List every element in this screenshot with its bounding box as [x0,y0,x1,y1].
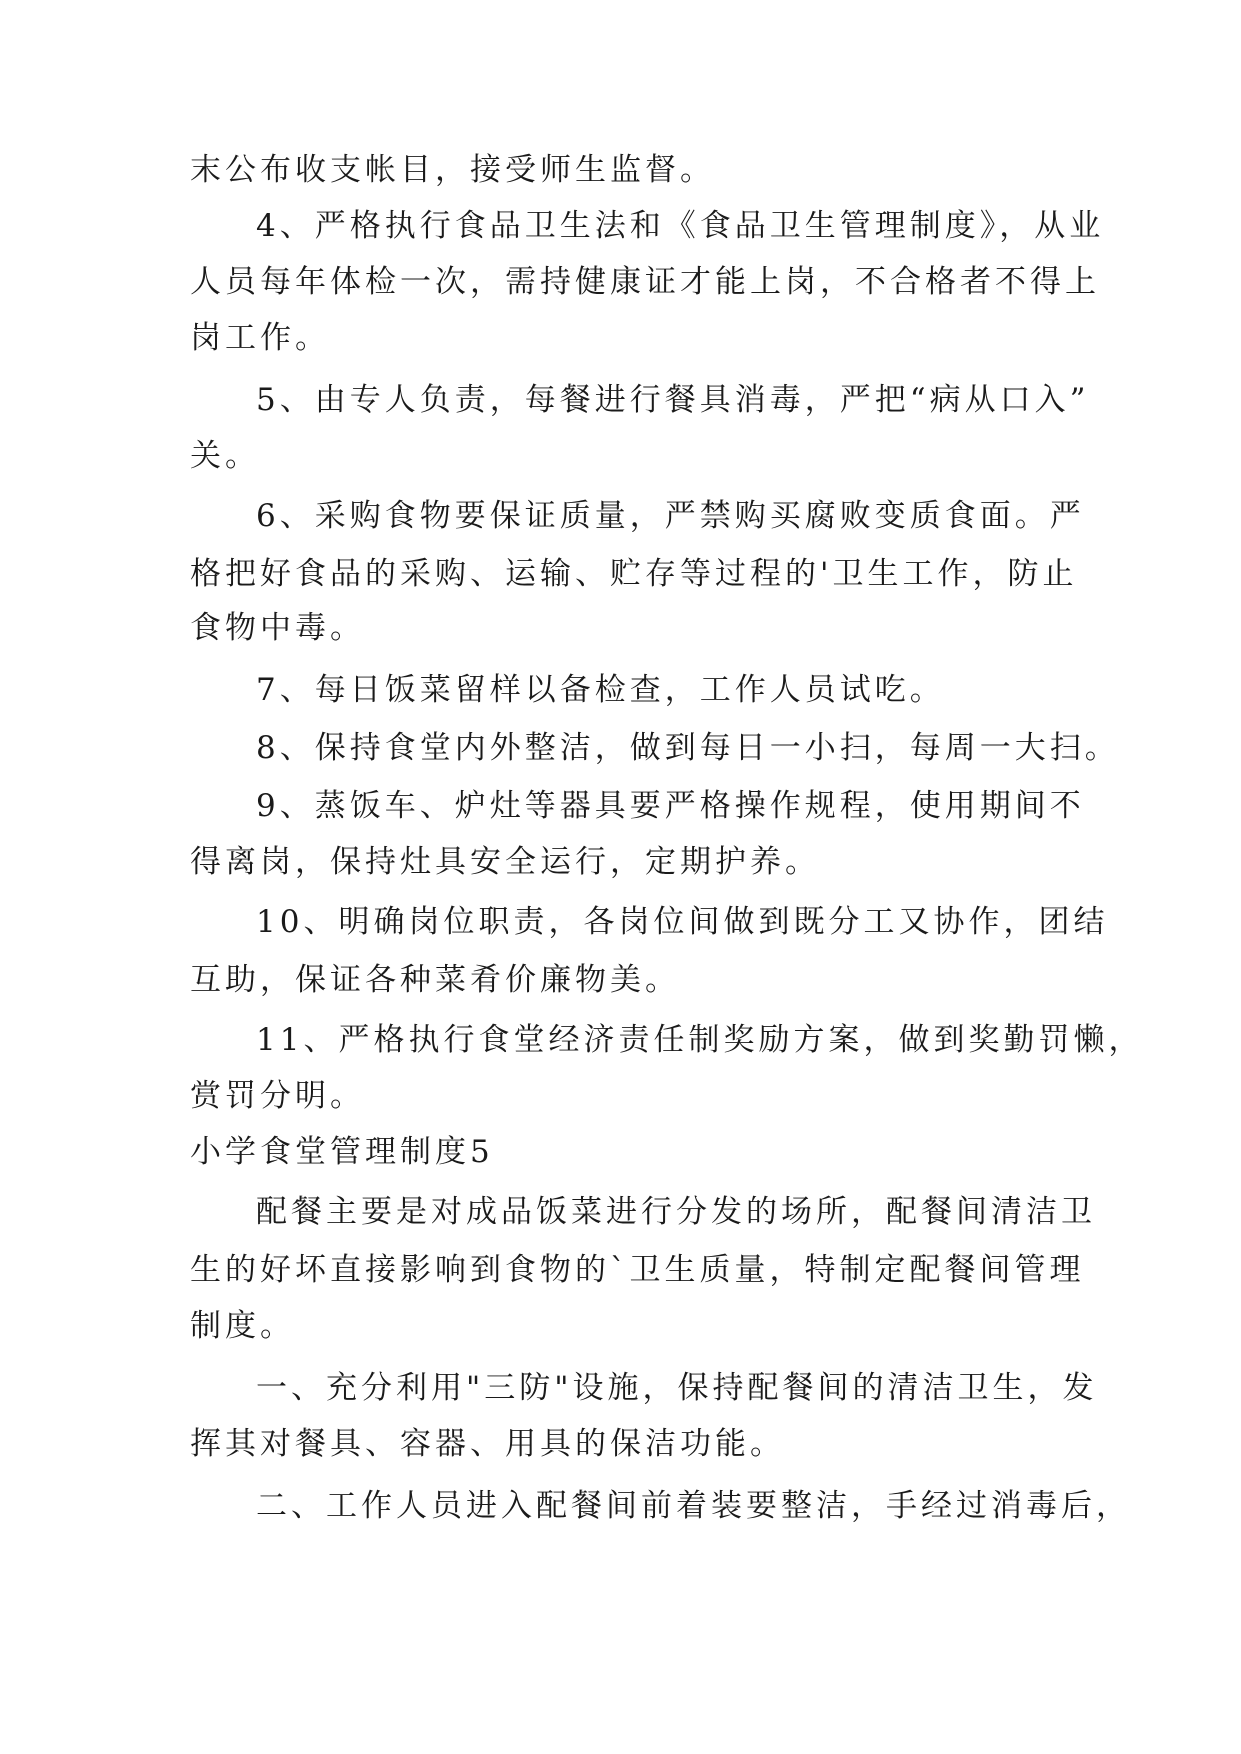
text-line: 5、由专人负责，每餐进行餐具消毒，严把“病从口入” [256,382,1090,418]
text-line: 人员每年体检一次，需持健康证才能上岗，不合格者不得上 [190,264,1100,300]
text-line: 一、充分利用"三防"设施，保持配餐间的清洁卫生，发 [256,1370,1098,1406]
text-line: 生的好坏直接影响到食物的`卫生质量，特制定配餐间管理 [190,1252,1085,1288]
text-line: 格把好食品的采购、运输、贮存等过程的'卫生工作，防止 [190,556,1078,592]
text-line: 制度。 [190,1308,295,1344]
text-line: 二、工作人员进入配餐间前着装要整洁，手经过消毒后， [256,1488,1131,1524]
text-line: 4、严格执行食品卫生法和《食品卫生管理制度》，从业 [256,208,1105,244]
text-line: 赏罚分明。 [190,1078,365,1114]
text-line: 食物中毒。 [190,610,365,646]
text-line: 7、每日饭菜留样以备检查，工作人员试吃。 [256,672,945,708]
section-heading: 小学食堂管理制度5 [190,1134,494,1170]
text-line: 6、采购食物要保证质量，严禁购买腐败变质食面。严 [256,498,1085,534]
text-line: 关。 [190,438,260,474]
text-line: 挥其对餐具、容器、用具的保洁功能。 [190,1426,785,1462]
text-line: 9、蒸饭车、炉灶等器具要严格操作规程，使用期间不 [256,788,1085,824]
text-line: 配餐主要是对成品饭菜进行分发的场所，配餐间清洁卫 [256,1194,1096,1230]
text-line: 岗工作。 [190,320,330,356]
text-line: 互助，保证各种菜肴价廉物美。 [190,962,680,998]
text-line: 末公布收支帐目，接受师生监督。 [190,152,715,188]
text-line: 11、严格执行食堂经济责任制奖励方案，做到奖勤罚懒， [256,1022,1144,1058]
text-line: 8、保持食堂内外整洁，做到每日一小扫，每周一大扫。 [256,730,1120,766]
text-line: 得离岗，保持灶具安全运行，定期护养。 [190,844,820,880]
text-line: 10、明确岗位职责，各岗位间做到既分工又协作，团结 [256,904,1109,940]
